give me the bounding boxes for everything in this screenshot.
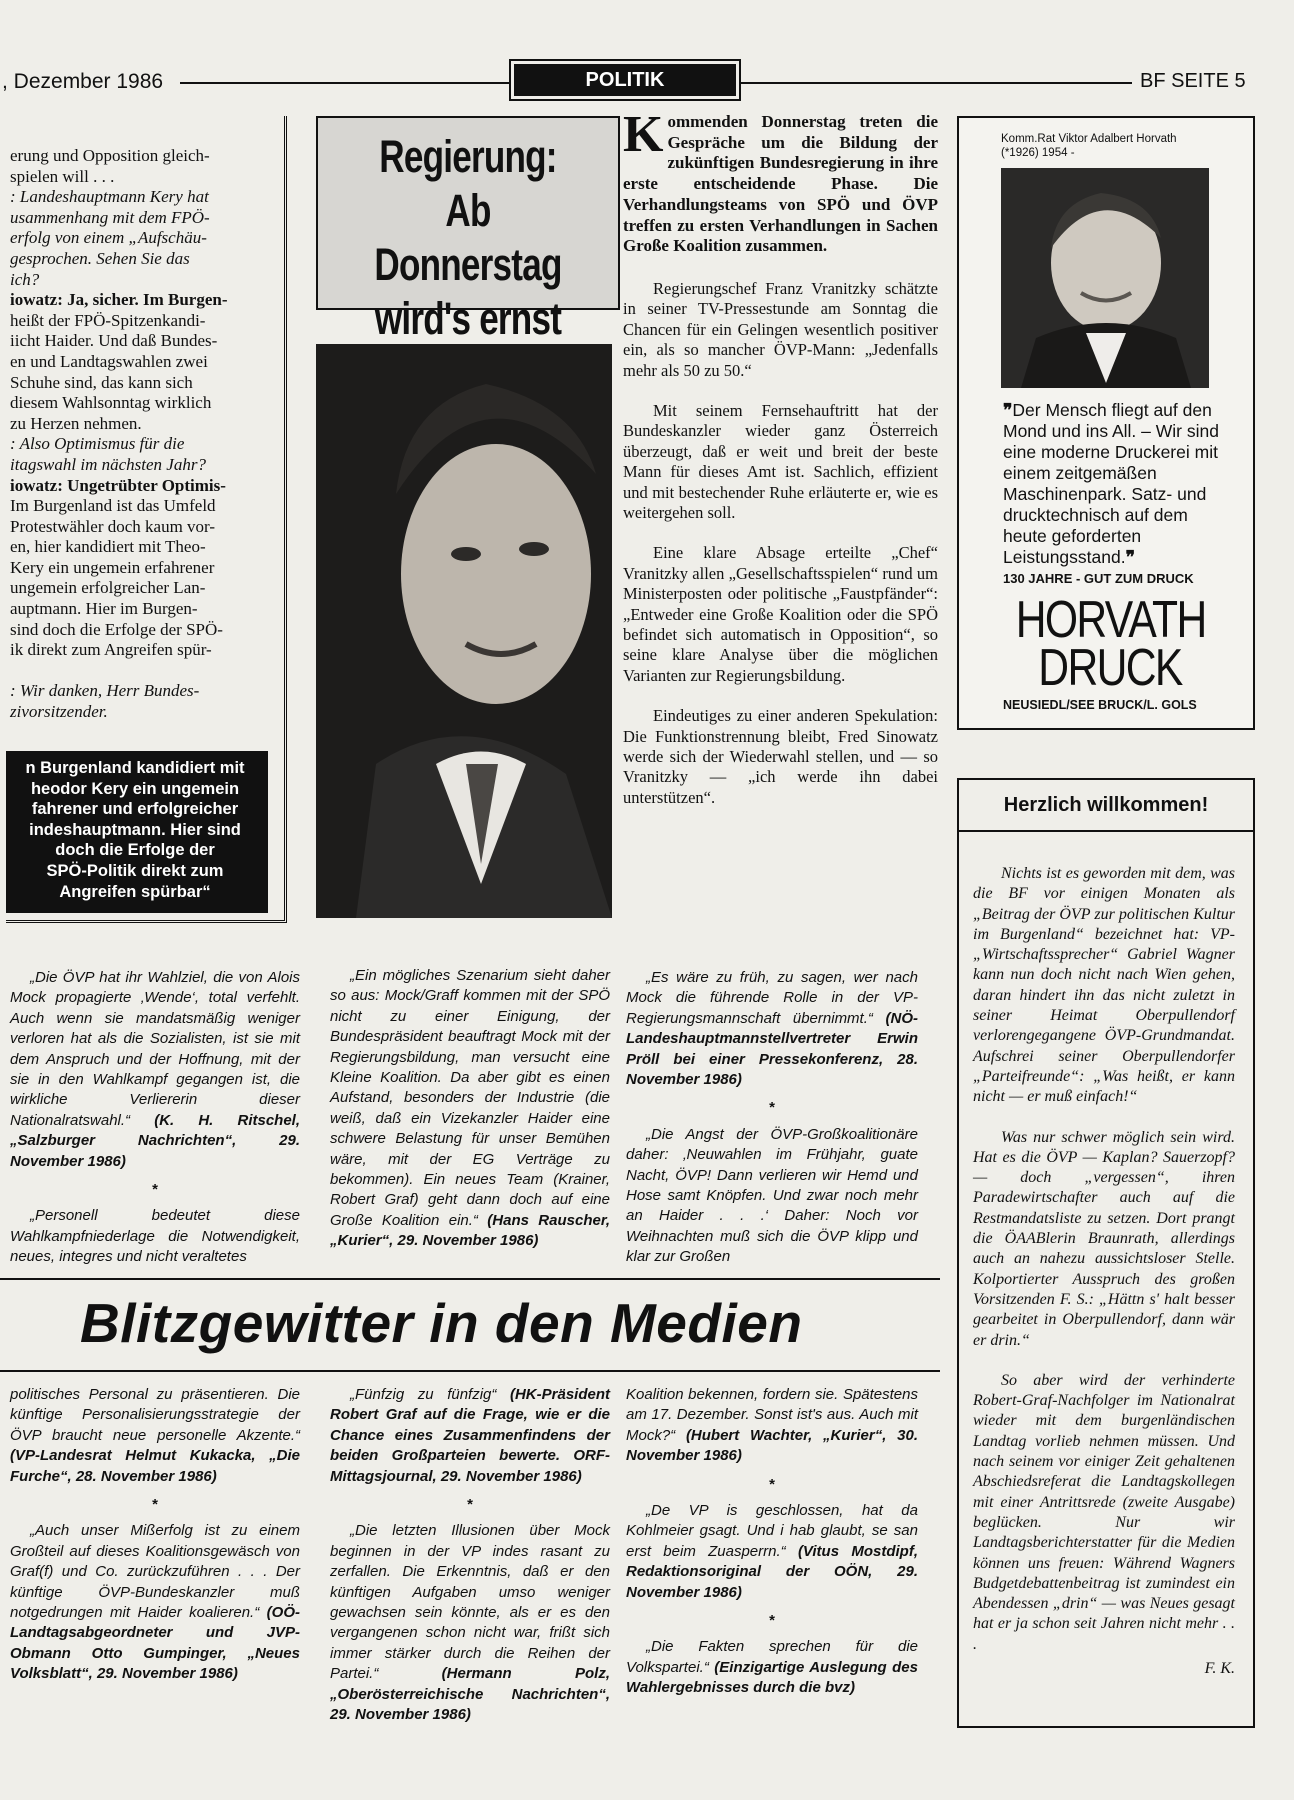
interview-text: [10, 146, 270, 723]
horvath-portrait: [1001, 168, 1209, 388]
horvath-portrait-illustration: [1001, 168, 1209, 388]
asterisk-divider: *: [769, 1612, 775, 1630]
quotes-bottom-col1: [10, 1385, 300, 1693]
article-paragraph-2: Mit seinem Fernsehauftritt hat der Bundeskanzler wieder ganz Österreich überzeugt, daß er weit und breit der beste Mann für dieses Amt ist. Sachlich, effizient und mit bestechender Ruhe erläuterte er, wie es weitergehen soll.: [623, 400, 938, 522]
welcome-box: [957, 778, 1255, 1728]
asterisk-divider: *: [467, 1496, 473, 1514]
quotes-bottom-col2: [330, 1385, 610, 1734]
quotes-bottom-col3: [626, 1385, 918, 1707]
interview-frame: [6, 116, 287, 923]
ad-logo: [1015, 591, 1206, 697]
press-quote-text: „Auch unser Mißerfolg ist zu einem Großteil auf dieses Koalitionsgewäsch von Graf(f) und Co. zurückzuführen . . . Der künftige ÖVP-Bundeskanzler muß notgedrungen mit Haider koalieren.“: [10, 1522, 300, 1622]
press-quote-text: „Die ÖVP hat ihr Wahlziel, die von Alois Mock propagierte ‚Wende‘, total verfehlt. Auch wenn sie mandatsmäßig weniger verloren hat als die Sozialisten, ist sie mit dem Anspruch und der Hoffnung, mit der sie in den Wahlkampf gegangen ist, die wirkliche Verliererin dieser Nationalratswahl.“: [10, 969, 300, 1129]
article-paragraph-3: Eine klare Absage erteilte „Chef“ Vranitzky allen „Gesellschaftsspielen“ rund um Ministerposten oder politische „Faustpfänder“: „Entweder eine Große Koalition oder die SPÖ befindet sich automatisch in Opposition“, so seine klare Analyse über die möglichen Varianten zur Regierungsbildung.: [623, 543, 938, 685]
section-label: POLITIK: [514, 64, 736, 96]
press-quote: [626, 968, 918, 1090]
dropcap: K: [623, 106, 664, 163]
interview-line: gesprochen. Sehen Sie das: [10, 248, 190, 268]
press-quote-source: (VP-Landesrat Helmut Kukacka, „Die Furche“, 28. November 1986): [10, 1447, 300, 1485]
interview-line: ik direkt zum Angreifen spür-: [10, 640, 212, 660]
interview-line: zivorsitzender.: [10, 702, 108, 722]
interview-line: en und Landtagswahlen zwei: [10, 351, 208, 371]
ad-tagline: 130 JAHRE - GUT ZUM DRUCK: [1003, 571, 1194, 586]
interview-line: iowatz: Ja, sicher. Im Burgen-: [10, 290, 228, 310]
press-quote: [330, 966, 610, 1252]
welcome-rule: [959, 830, 1253, 832]
interview-line: : Landeshauptmann Kery hat: [10, 187, 209, 207]
pullquote-line: indeshauptmann. Hier sind: [29, 820, 241, 839]
banner-rule-top: [0, 1278, 940, 1280]
asterisk-divider: *: [152, 1181, 158, 1199]
press-quote: [626, 1637, 918, 1698]
press-quote-text: „Ein mögliches Szenarium sieht daher so aus: Mock/Graff kommen mit der SPÖ nicht zu einer Einigung, der Bundespräsident beauftragt Mock mit der Regierungsbildung, man versucht eine Kleine Koalition. Da aber gibt es einen Aufstand, besonders der Industrie (die weiß, daß ein Vizekanzler Haider eine schwere Belastung für unser Bemühen wäre, mit der EG Verträge zu bekommen). Ein neues Team (Krainer, Robert Graf) geht dann doch auf eine Große Koalition ein.“: [330, 967, 610, 1229]
pullquote-line: SPÖ-Politik direkt zum: [46, 861, 224, 880]
interview-line: Kery ein ungemein erfahrener: [10, 557, 215, 577]
interview-line: iowatz: Ungetrübter Optimis-: [10, 475, 226, 495]
ad-quote: ❞Der Mensch fliegt auf den Mond und ins All. – Wir sind eine moderne Druckerei mit einem zeitgemäßen Maschinenpark. Satz- und drucktechnisch auf dem heute geforderten Leistungsstand.❞: [1003, 400, 1219, 567]
press-quote: [330, 1385, 610, 1487]
headline-line: Ab Donnerstag: [374, 185, 562, 290]
interview-line: heißt der FPÖ-Spitzenkandi-: [10, 310, 206, 330]
horvath-ad: [957, 116, 1255, 730]
welcome-signature: F. K.: [1204, 1659, 1235, 1677]
press-quote-source: (Vitus Mostdipf, Redaktionsoriginal der OÖN, 29. November 1986): [626, 1542, 918, 1601]
interview-line: en, hier kandidiert mit Theo-: [10, 537, 206, 557]
press-quote-text: „Die Angst der ÖVP-Großkoalitionäre daher: ‚Neuwahlen im Frühjahr, guate Nacht, ÖVP! Dann verlieren wir Hemd und Hose samt Knöpfen. Und zwar noch mehr an Haider . . .‘ Daher: Noch vor Weihnachten muß sich die ÖVP klipp und klar zur Großen: [626, 1125, 918, 1266]
interview-line: Protestwähler doch kaum vor-: [10, 516, 216, 536]
press-quote-text: „De VP is geschlossen, hat da Kohlmeier gsagt. Und i hab glaubt, se san erst beim Zuasperrn.“: [626, 1502, 918, 1560]
press-quote-source: (OÖ-Landtagsabgeordneter und JVP-Obmann Otto Gumpinger, „Neues Volksblatt“, 29. November 1986): [10, 1604, 300, 1683]
welcome-title: Herzlich willkommen!: [1003, 794, 1209, 816]
logo-line-1: HORVATH: [1015, 591, 1206, 649]
press-quote-source: (Einzigartige Auslegung des Wahlergebnisses durch die bvz): [626, 1658, 918, 1697]
interview-line: zu Herzen nehmen.: [10, 413, 142, 433]
headline-line: wird's ernst: [374, 293, 562, 344]
pullquote-line: n Burgenland kandidiert mit: [25, 759, 245, 777]
press-quote-text: „Personell bedeutet diese Wahlkampfniederlage die Notwendigkeit, neues, integres und nicht veraltetes: [10, 1207, 300, 1266]
press-quote-text: „Die Fakten sprechen für die Volkspartei.“: [626, 1638, 918, 1676]
lead-paragraph: ommenden Donnerstag treten die Gespräche um die Bildung der zukünftigen Bundesregierung in ihre erste entscheidende Phase. Die Verhandlungsteams von SPÖ und ÖVP treffen zu ersten Verhandlungen in Sachen Große Koalition zusammen.: [623, 112, 938, 256]
interview-line: : Wir danken, Herr Bundes-: [10, 681, 200, 701]
press-quote: [10, 1385, 300, 1487]
banner-headline: Blitzgewitter in den Medien: [80, 1292, 803, 1354]
welcome-paragraph-1: Nichts ist es geworden mit dem, was die BF vor einigen Monaten als „Beitrag der ÖVP zur politischen Kultur im Burgenland“ bezeichnet hat: VP-„Wirtschaftssprecher“ Gabriel Wagner kann nun doch nicht nach Wien gehen, daran hindert ihn das nicht zuletzt in seiner Heimat Oberpullendorf verlorengegangene ÖVP-Grundmandat. Aufschrei seiner Oberpullendorfer „Parteifreunde“: „Was heißt, er kann nicht — er muß einfach!“: [973, 865, 1235, 1106]
press-quote-text: Koalition bekennen, fordern sie. Spätestens am 17. Dezember. Sonst ist's aus. Auch mit Mock?“: [626, 1386, 918, 1444]
press-quote-text: „Die letzten Illusionen über Mock beginnen in der VP indes rasant zu zerfallen. Die Erkenntnis, daß er den künftigen Aufgaben umso weniger gewachsen sein könnte, als er es den vergangenen schon nicht war, frißt sich immer stärker durch die Reihen der Partei.“: [330, 1522, 610, 1683]
article-paragraph-1: Regierungschef Franz Vranitzky schätzte in seiner TV-Pressestunde am Sonntag die Chancen für ein Gelingen wesentlich positiver ein, als so mancher ÖVP-Mann: „Jedenfalls mehr als 50 zu 50.“: [623, 278, 938, 380]
interview-line: iicht Haider. Und daß Bundes-: [10, 331, 218, 351]
interview-line: : Also Optimismus für die: [10, 434, 185, 454]
interview-line: Schuhe sind, das kann sich: [10, 372, 193, 392]
press-quote: [626, 1125, 918, 1268]
interview-line: spielen will . . .: [10, 166, 115, 186]
article-paragraph-4: Eindeutiges zu einer anderen Spekulation: Die Funktionstrennung bleibt, Fred Sinowatz werde sich der Wiederwahl stellen, und — so Vranitzky — „ich werde ihn dabei unterstützen“.: [623, 706, 938, 807]
interview-line: diesem Wahlsonntag wirklich: [10, 393, 212, 413]
press-quote-source: (NÖ-Landeshauptmannstellvertreter Erwin Pröll bei einer Pressekonferenz, 28. November 1986): [626, 1009, 918, 1089]
interview-pullquote: [6, 751, 268, 913]
press-quote: [330, 1521, 610, 1725]
ad-caption: Komm.Rat Viktor Adalbert Horvath (*1926) 1954 -: [1001, 133, 1177, 159]
press-quote-text: „Fünfzig zu fünfzig“: [350, 1386, 510, 1403]
banner-rule-bottom: [0, 1370, 940, 1372]
interview-line: itagswahl im nächsten Jahr?: [10, 454, 206, 474]
welcome-text: [973, 864, 1235, 1679]
interview-line: erfolg von einem „Aufschäu-: [10, 228, 207, 248]
header-date: , Dezember 1986: [2, 70, 164, 93]
quotes-top-col2: [330, 966, 610, 1260]
main-article: [623, 106, 938, 828]
press-quote-source: (HK-Präsident Robert Graf auf die Frage, wie er die Chance eines Zusammenfindens der beiden Großparteien bewerte. ORF-Mittagsjournal, 29. November 1986): [330, 1386, 610, 1485]
headline-box: [316, 116, 620, 344]
pullquote-line: heodor Kery ein ungemein: [30, 779, 240, 798]
welcome-paragraph-2: Was nur schwer möglich sein wird. Hat es die ÖVP — Kaplan? Sauerzopf? — doch „vergessen“, ihren Paradewirtschafter auch auf die Restmandatsliste zu setzen. Dort prangt die ÖAABlerin Braunrath, allerdings auch an nahezu aussichtsloser Stelle. Kolportierter Ausspruch des großen Vorsitzenden F. S.: „Hättn s' halt besser gearbeitet in Oberpullendorf, dann wär er drin.“: [973, 1128, 1235, 1349]
quotes-top-col3: [626, 968, 918, 1276]
page-label: BF SEITE 5: [1140, 70, 1246, 92]
press-quote: [10, 968, 300, 1172]
interview-line: ich?: [10, 269, 40, 289]
ad-locations: NEUSIEDL/SEE BRUCK/L. GOLS: [1003, 698, 1197, 712]
interview-line: erung und Opposition gleich-: [10, 146, 210, 165]
interview-line: sind doch die Erfolge der SPÖ-: [10, 619, 223, 639]
press-quote: [10, 1521, 300, 1684]
pullquote-line: doch die Erfolge der: [55, 841, 215, 860]
interview-line: [10, 661, 270, 682]
press-quote: [10, 1206, 300, 1267]
pullquote-line: Angreifen spürbar“: [59, 882, 211, 901]
interview-line: usammenhang mit dem FPÖ-: [10, 207, 210, 227]
headline-line: Regierung:: [379, 131, 557, 182]
asterisk-divider: *: [769, 1099, 775, 1117]
portrait-illustration: [316, 344, 612, 918]
press-quote: [626, 1501, 918, 1603]
press-quote-text: „Es wäre zu früh, zu sagen, wer nach Mock die führende Rolle in der VP-Regierungsmannschaft übernimmt.“: [626, 969, 918, 1027]
interview-line: auptmann. Hier im Burgen-: [10, 599, 198, 619]
header-rule-right: [740, 82, 1132, 84]
asterisk-divider: *: [769, 1475, 775, 1493]
logo-line-2: DRUCK: [1038, 639, 1182, 697]
pullquote-line: fahrener und erfolgreicher: [31, 800, 239, 819]
press-quote-source: (Hermann Polz, „Oberösterreichische Nachrichten“, 29. November 1986): [330, 1665, 611, 1724]
headline: [351, 130, 585, 346]
vranitzky-photo: [316, 344, 612, 918]
interview-line: Im Burgenland ist das Umfeld: [10, 496, 216, 516]
quotes-top-col1: [10, 968, 300, 1276]
press-quote-text: politisches Personal zu präsentieren. Die künftige Personalisierungsstrategie der ÖVP braucht neue personelle Akzente.“: [10, 1386, 300, 1444]
press-quote: [626, 1385, 918, 1467]
press-quote-source: (Hubert Wachter, „Kurier“, 30. November 1986): [626, 1426, 918, 1465]
ad-quote-text: Der Mensch fliegt auf den Mond und ins All. – Wir sind eine moderne Druckerei mit einem zeitgemäßen Maschinenpark. Satz- und drucktechnisch auf dem heute geforderten Leistungsstand.: [1003, 400, 1219, 567]
interview-line: ungemein erfolgreicher Lan-: [10, 578, 206, 598]
welcome-paragraph-3: So aber wird der verhinderte Robert-Graf-Nachfolger im Nationalrat wieder mit dem burgenländischen Landtag vorlieb nehmen müssen. Und nach seinem vor einiger Zeit gehaltenen Abschiedsreferat die Landtagskollegen mit einer Antrittsrede (zweite Ausgabe) beglücken. Nur wir Landtagsberichterstatter für die Medien können uns freuen: Während Wagners Budgetdebattenbeitrag ist zumindest ein Abendessen „drin“ — was Neues gesagt hat er ja schon seit Jahren nicht mehr . . .: [973, 1371, 1235, 1653]
header-rule-left: [180, 82, 510, 84]
press-quote-source: (Hans Rauscher, „Kurier“, 29. November 1986): [330, 1211, 611, 1250]
press-quote-source: (K. H. Ritschel, „Salzburger Nachrichten“, 29. November 1986): [10, 1111, 301, 1170]
asterisk-divider: *: [152, 1496, 158, 1514]
